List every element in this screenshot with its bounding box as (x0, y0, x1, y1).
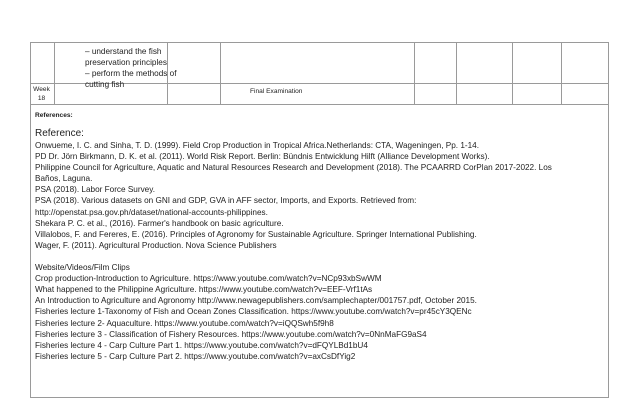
list-item (35, 251, 605, 262)
final-examination-label: Final Examination (250, 88, 303, 95)
list-item: PSA (2018). Labor Force Survey. (35, 185, 155, 195)
list-item: PSA (2018). Various datasets on GNI and GDP, GVA in AFF sector, Imports, and Exports. Retrieved from: (35, 196, 417, 206)
list-item: An Introduction to Agriculture and Agronomy http://www.newagepublishers.com/samplechapter/001757.pdf, October 2015. (35, 296, 477, 306)
reference-list (35, 140, 605, 362)
list-item: Wager, F. (2011). Agricultural Production. Nova Science Publishers (35, 240, 277, 250)
table-divider (561, 43, 562, 104)
learning-objectives: – understand the fish preservation principles – perform the methods of cutting fish (85, 47, 177, 89)
table-divider (456, 43, 457, 104)
list-item: Fisheries lecture 2- Aquaculture. https://www.youtube.com/watch?v=iQQSwh5f9h8 (35, 318, 334, 328)
list-item: Philippine Council for Agriculture, Aquatic and Natural Resources Research and Development (2018). The PCAARRD CorPlan 2017-2022. Los (35, 163, 552, 173)
list-item: Fisheries lecture 5 - Carp Culture Part 2. https://www.youtube.com/watch?v=axCsDfYig2 (35, 351, 356, 361)
table-divider (512, 43, 513, 104)
references-section (30, 105, 609, 398)
list-item: Fisheries lecture 3 - Classification of Fishery Resources. https://www.youtube.com/watch?v=0NnMaFG9aS4 (35, 329, 427, 339)
list-item: Shekara P. C. et al., (2016). Farmer's handbook on basic agriculture. (35, 218, 284, 228)
week-cell: Week 18 (33, 86, 50, 102)
list-item: Fisheries lecture 4 - Carp Culture Part 1. https://www.youtube.com/watch?v=dFQYLBd1bU4 (35, 340, 368, 350)
table-divider (220, 43, 221, 104)
list-item: Baños, Laguna. (35, 174, 93, 184)
list-item: http://openstat.psa.gov.ph/dataset/national-accounts-philippines. (35, 207, 268, 217)
schedule-table (30, 42, 609, 105)
list-item: PD Dr. Jörn Birkmann, D. K. et al. (2011). World Risk Report. Berlin: Bündnis Entwicklung Hilft (Alliance Development Works). (35, 152, 490, 162)
list-item: Villalobos, F. and Fereres, E. (2016). Principles of Agronomy for Sustainable Agriculture. Springer International Publishing. (35, 229, 477, 239)
list-item: Onwueme, I. C. and Sinha, T. D. (1999). Field Crop Production in Tropical Africa.Netherlands: CTA, Wageningen, Pp. 1-14. (35, 141, 480, 150)
list-item: Website/Videos/Film Clips (35, 263, 130, 273)
list-item: What happened to the Philippine Agriculture. https://www.youtube.com/watch?v=EEF-Vrf1tAs (35, 285, 373, 295)
list-item: Crop production-Introduction to Agriculture. https://www.youtube.com/watch?v=NCp93xbSwWM (35, 274, 382, 284)
list-item: Fisheries lecture 1-Taxonomy of Fish and Ocean Zones Classification. https://www.youtube.com/watch?v=pr45cY3QENc (35, 307, 472, 317)
table-divider (414, 43, 415, 104)
table-divider (54, 43, 55, 104)
reference-heading: Reference: (35, 128, 84, 139)
references-title: References: (35, 112, 73, 119)
